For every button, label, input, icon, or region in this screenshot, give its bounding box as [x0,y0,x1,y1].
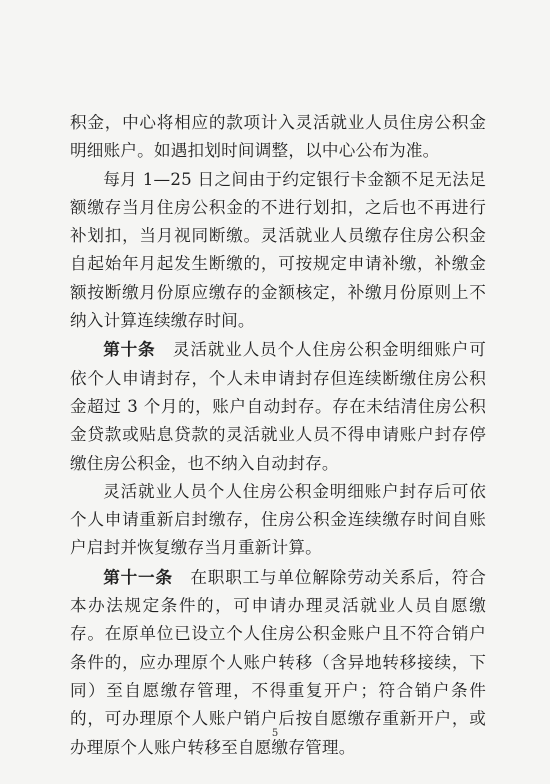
page-number: 5 [271,728,279,739]
paragraph-text: 在职职工与单位解除劳动关系后，符合本办法规定条件的，可申请办理灵活就业人员自愿缴存。在原单位已设立个人住房公积金账户且不符合销户条件的，应办理原个人账户转移（含异地转移接续，下同）至自愿缴存管理，不得重复开户；符合销户条件的，可办理原个人账户销户后按自愿缴存重新开户，或办理原个人账户转移至自愿缴存管理。 [70,567,486,757]
paragraph-article-10 [70,335,486,477]
article-heading: 第十一条 [103,566,173,587]
article-heading: 第十条 [103,339,156,360]
paragraph-deduction-rules [70,166,486,336]
document-body [70,109,486,762]
paragraph-continuation [70,109,486,166]
paragraph-text: 灵活就业人员个人住房公积金明细账户可依个人申请封存，个人未申请封存但连续断缴住房公积金超过 3 个月的，账户自动封存。存在未结清住房公积金贷款或贴息贷款的灵活就业人员不得申请账户封存停缴住房公积金，也不纳入自动封存。 [70,340,486,473]
paragraph-reactivation [70,478,486,563]
paragraph-text: 积金，中心将相应的款项计入灵活就业人员住房公积金明细账户。如遇扣划时间调整，以中心公布为准。 [70,113,486,161]
paragraph-text: 每月 1—25 日之间由于约定银行卡金额不足无法足额缴存当月住房公积金的不进行划扣，之后也不再进行补划扣，当月视同断缴。灵活就业人员缴存住房公积金自起始年月起发生断缴的，可按规定申请补缴，补缴金额按断缴月份原应缴存的金额核定，补缴月份原则上不纳入计算连续缴存时间。 [70,169,486,331]
paragraph-text: 灵活就业人员个人住房公积金明细账户封存后可依个人申请重新启封缴存，住房公积金连续缴存时间自账户启封并恢复缴存当月重新计算。 [70,481,486,558]
